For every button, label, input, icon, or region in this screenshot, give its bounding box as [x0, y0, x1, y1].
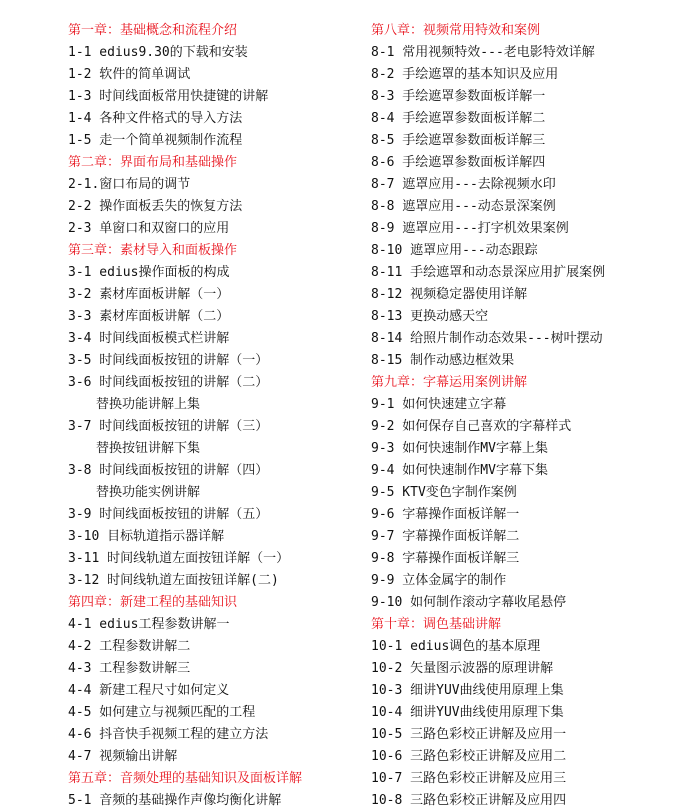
lesson-item: 8-1 常用视频特效---老电影特效详解 — [371, 45, 595, 60]
lesson-item: 3-3 素材库面板讲解（二） — [68, 309, 230, 324]
lesson-item: 4-7 视频输出讲解 — [68, 749, 178, 764]
lesson-item: 9-10 如何制作滚动字幕收尾悬停 — [371, 595, 567, 610]
lesson-item: 9-2 如何保存自己喜欢的字幕样式 — [371, 419, 572, 434]
right-column — [371, 20, 691, 812]
lesson-item: 10-3 细讲YUV曲线使用原理上集 — [371, 683, 564, 698]
lesson-item: 4-6 抖音快手视频工程的建立方法 — [68, 727, 269, 742]
lesson-item: 9-3 如何快速制作MV字幕上集 — [371, 441, 548, 456]
lesson-item: 10-7 三路色彩校正讲解及应用三 — [371, 771, 567, 786]
lesson-item: 3-11 时间线轨道左面按钮详解（一） — [68, 551, 290, 566]
lesson-item: 1-4 各种文件格式的导入方法 — [68, 111, 243, 126]
lesson-item: 1-1 edius9.30的下载和安装 — [68, 45, 248, 60]
lesson-item: 3-12 时间线轨道左面按钮详解(二) — [68, 573, 279, 588]
lesson-item: 10-5 三路色彩校正讲解及应用一 — [371, 727, 567, 742]
lesson-item: 3-7 时间线面板按钮的讲解（三） — [68, 419, 269, 434]
lesson-item: 8-14 给照片制作动态效果---树叶摆动 — [371, 331, 603, 346]
lesson-item: 3-9 时间线面板按钮的讲解（五） — [68, 507, 269, 522]
lesson-item: 4-4 新建工程尺寸如何定义 — [68, 683, 230, 698]
left-column — [68, 20, 358, 812]
lesson-item: 4-3 工程参数讲解三 — [68, 661, 191, 676]
lesson-item: 替换按钮讲解下集 — [96, 441, 201, 456]
lesson-item: 9-7 字幕操作面板详解二 — [371, 529, 520, 544]
lesson-item: 9-1 如何快速建立字幕 — [371, 397, 507, 412]
lesson-item: 10-2 矢量图示波器的原理讲解 — [371, 661, 554, 676]
chapter-heading: 第八章：视频常用特效和案例 — [371, 23, 541, 38]
lesson-item: 8-7 遮罩应用---去除视频水印 — [371, 177, 556, 192]
lesson-item: 10-6 三路色彩校正讲解及应用二 — [371, 749, 567, 764]
lesson-item: 4-2 工程参数讲解二 — [68, 639, 191, 654]
lesson-item: 2-2 操作面板丢失的恢复方法 — [68, 199, 243, 214]
lesson-item: 8-10 遮罩应用---动态跟踪 — [371, 243, 538, 258]
lesson-item: 8-2 手绘遮罩的基本知识及应用 — [371, 67, 559, 82]
lesson-item: 10-4 细讲YUV曲线使用原理下集 — [371, 705, 564, 720]
lesson-item: 9-8 字幕操作面板详解三 — [371, 551, 520, 566]
lesson-item: 10-8 三路色彩校正讲解及应用四 — [371, 793, 567, 808]
lesson-item: 8-4 手绘遮罩参数面板详解二 — [371, 111, 546, 126]
lesson-item: 8-15 制作动感边框效果 — [371, 353, 515, 368]
lesson-item: 替换功能讲解上集 — [96, 397, 201, 412]
lesson-item: 9-5 KTV变色字制作案例 — [371, 485, 517, 500]
chapter-heading: 第一章：基础概念和流程介绍 — [68, 23, 238, 38]
lesson-item: 1-3 时间线面板常用快捷键的讲解 — [68, 89, 269, 104]
chapter-heading: 第四章：新建工程的基础知识 — [68, 595, 238, 610]
lesson-item: 8-6 手绘遮罩参数面板详解四 — [371, 155, 546, 170]
chapter-heading: 第三章：素材导入和面板操作 — [68, 243, 238, 258]
lesson-item: 4-1 edius工程参数讲解一 — [68, 617, 230, 632]
lesson-item: 3-2 素材库面板讲解（一） — [68, 287, 230, 302]
lesson-item: 2-3 单窗口和双窗口的应用 — [68, 221, 230, 236]
lesson-item: 替换功能实例讲解 — [96, 485, 201, 500]
lesson-item: 3-6 时间线面板按钮的讲解（二） — [68, 375, 269, 390]
lesson-item: 8-12 视频稳定器使用详解 — [371, 287, 528, 302]
chapter-heading: 第五章：音频处理的基础知识及面板详解 — [68, 771, 303, 786]
lesson-item: 8-9 遮罩应用---打字机效果案例 — [371, 221, 569, 236]
lesson-item: 4-5 如何建立与视频匹配的工程 — [68, 705, 256, 720]
lesson-item: 10-1 edius调色的基本原理 — [371, 639, 541, 654]
chapter-heading: 第二章：界面布局和基础操作 — [68, 155, 238, 170]
lesson-item: 3-10 目标轨道指示器详解 — [68, 529, 225, 544]
lesson-item: 1-5 走一个简单视频制作流程 — [68, 133, 243, 148]
lesson-item: 8-8 遮罩应用---动态景深案例 — [371, 199, 556, 214]
lesson-item: 8-11 手绘遮罩和动态景深应用扩展案例 — [371, 265, 606, 280]
lesson-item: 9-9 立体金属字的制作 — [371, 573, 507, 588]
chapter-heading: 第十章：调色基础讲解 — [371, 617, 502, 632]
lesson-item: 8-13 更换动感天空 — [371, 309, 489, 324]
lesson-item: 8-5 手绘遮罩参数面板详解三 — [371, 133, 546, 148]
lesson-item: 5-1 音频的基础操作声像均衡化讲解 — [68, 793, 282, 808]
lesson-item: 9-6 字幕操作面板详解一 — [371, 507, 520, 522]
lesson-item: 1-2 软件的简单调试 — [68, 67, 191, 82]
lesson-item: 8-3 手绘遮罩参数面板详解一 — [371, 89, 546, 104]
lesson-item: 9-4 如何快速制作MV字幕下集 — [371, 463, 548, 478]
lesson-item: 2-1.窗口布局的调节 — [68, 177, 191, 192]
lesson-item: 3-1 edius操作面板的构成 — [68, 265, 230, 280]
chapter-heading: 第九章：字幕运用案例讲解 — [371, 375, 528, 390]
lesson-item: 3-4 时间线面板模式栏讲解 — [68, 331, 230, 346]
lesson-item: 3-5 时间线面板按钮的讲解（一） — [68, 353, 269, 368]
lesson-item: 3-8 时间线面板按钮的讲解（四） — [68, 463, 269, 478]
